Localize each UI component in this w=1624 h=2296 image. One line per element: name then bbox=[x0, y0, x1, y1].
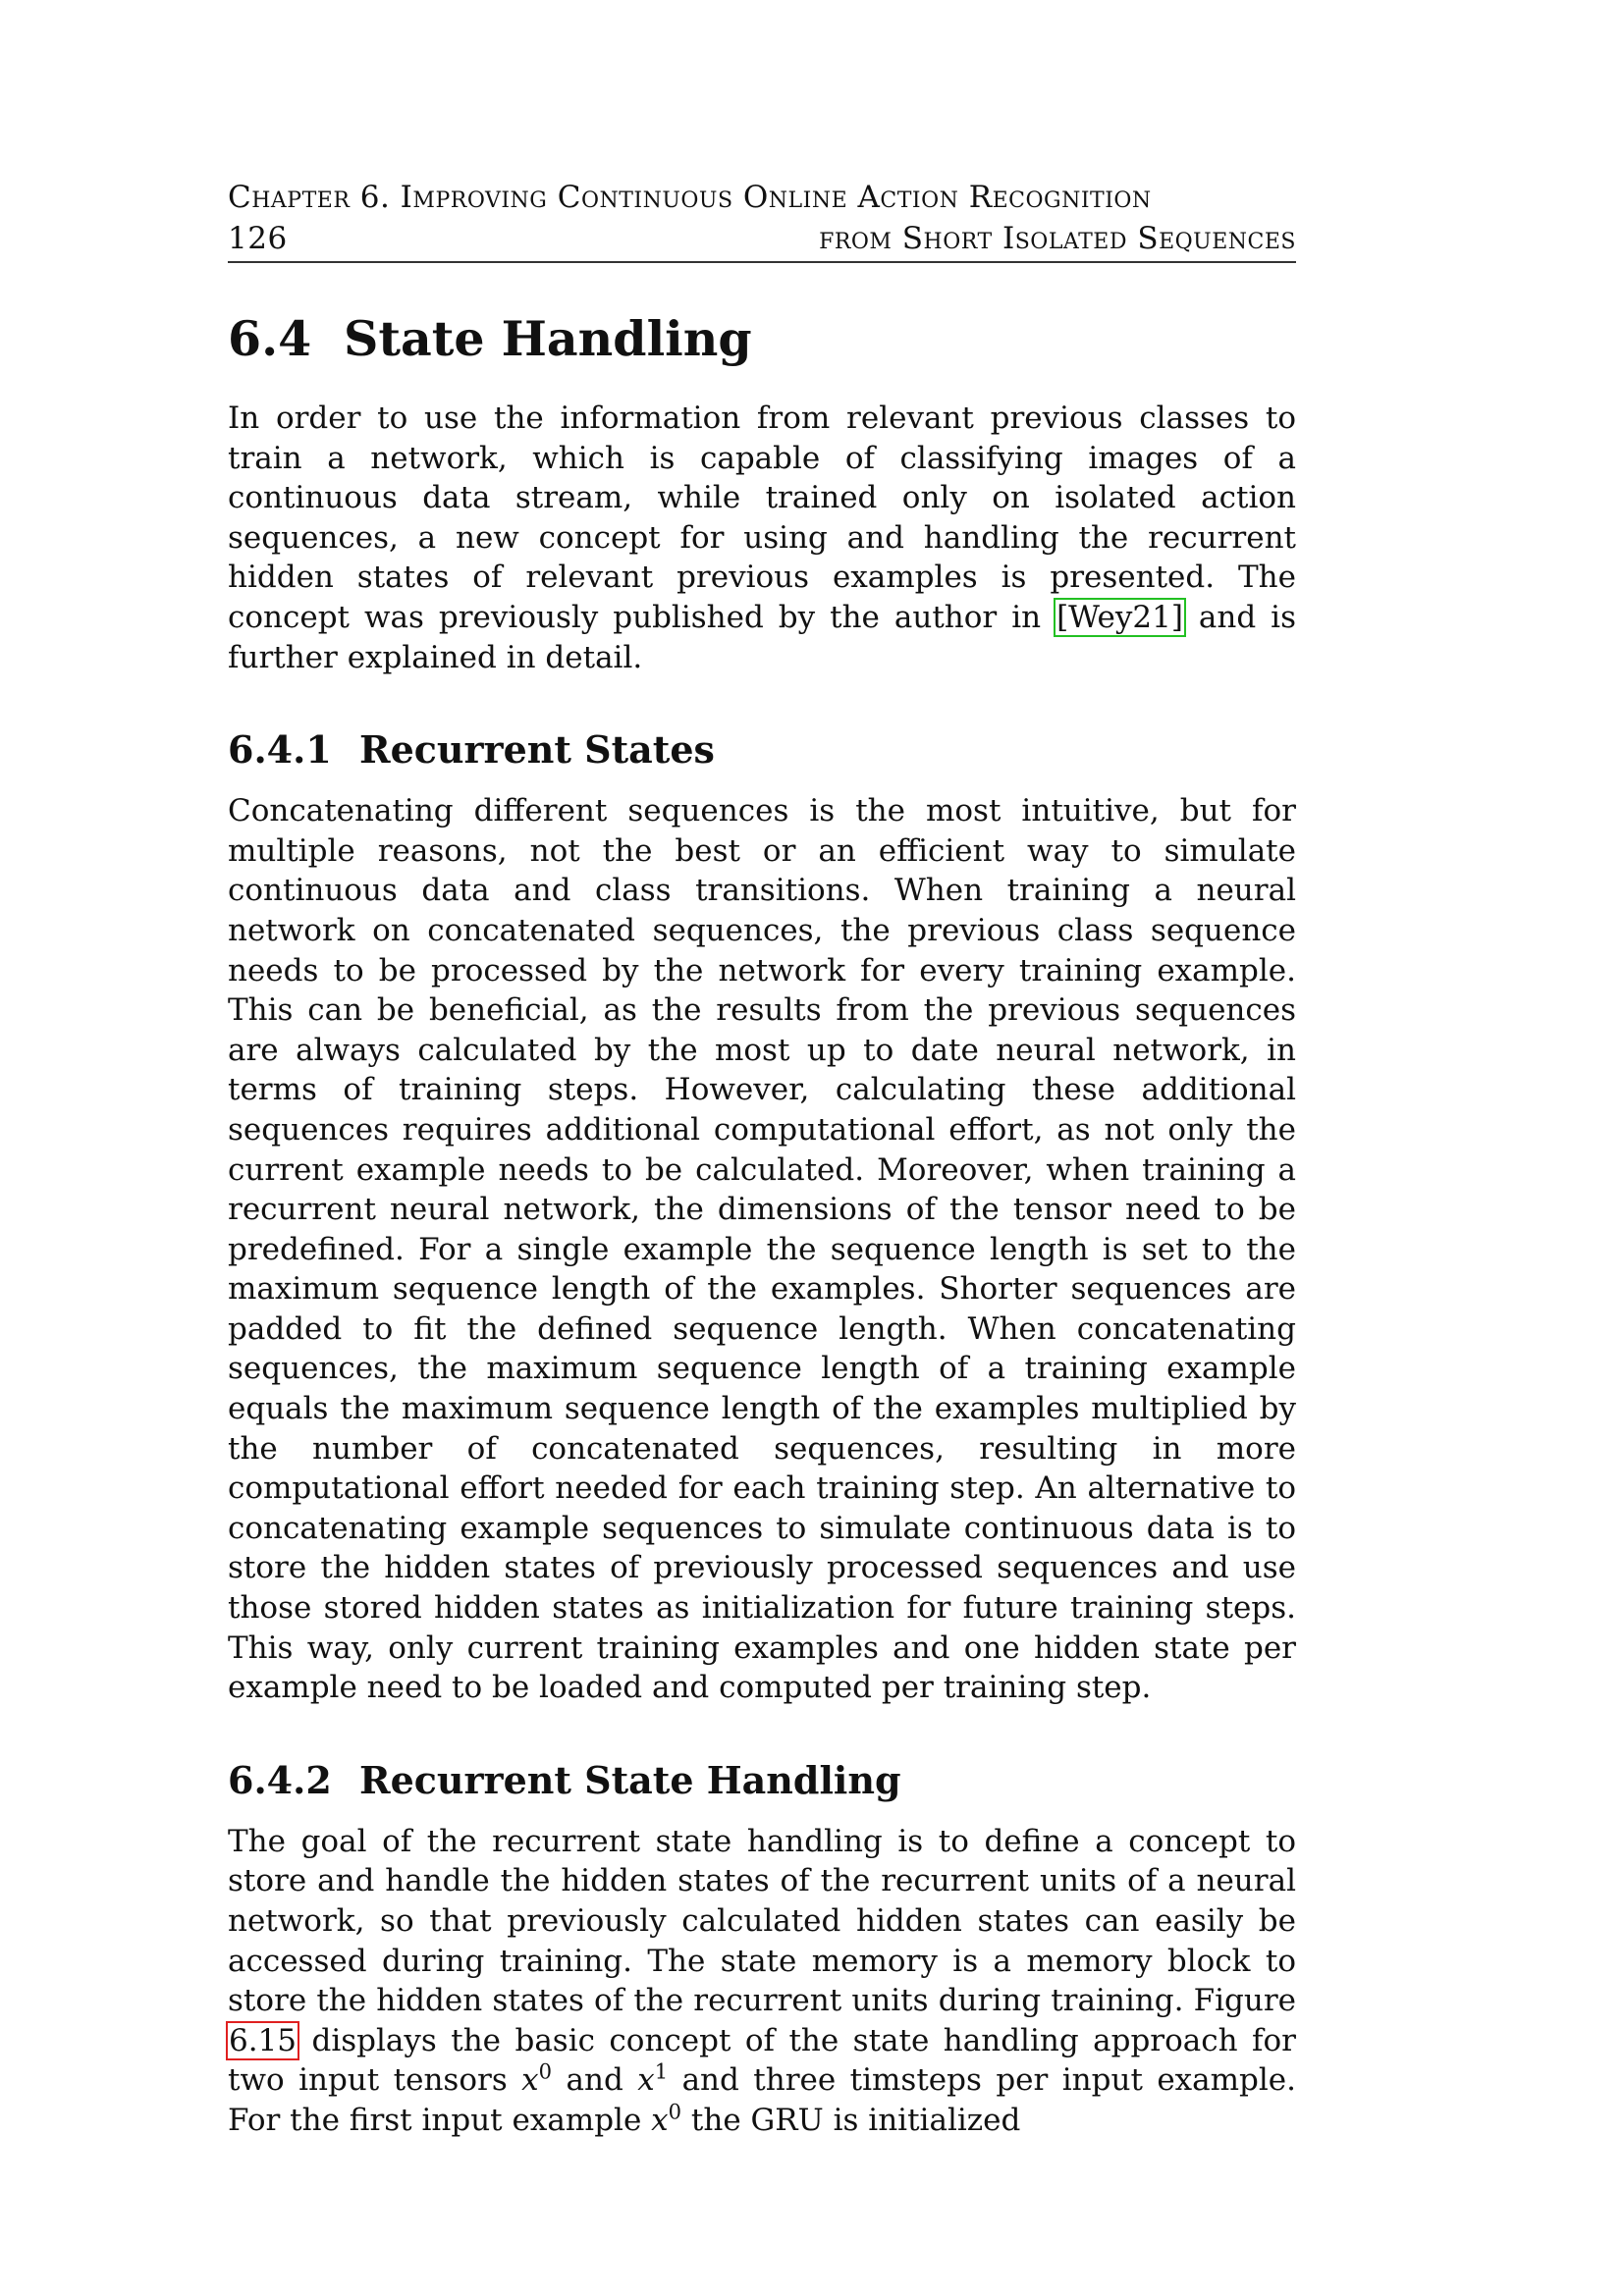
page-body bbox=[228, 306, 1296, 2141]
section-heading bbox=[228, 306, 1296, 371]
subsection-heading-recurrent-state-handling bbox=[228, 1755, 1296, 1806]
subsection-number: 6.4.2 bbox=[228, 1757, 332, 1802]
subsection-title: Recurrent States bbox=[359, 727, 715, 773]
paragraph-text: and is further explained in detail. bbox=[228, 599, 1296, 675]
subsection-heading-recurrent-states bbox=[228, 724, 1296, 775]
paragraph-text: In order to use the information from relevant previous classes to train a network, which is capable of classifying images of a continuous data stream, while trained only on isolated action sequences, a new concept for using and handling the recurrent hidden states of relevant previous examples is presented. The concept was previously published by the author in bbox=[228, 400, 1296, 635]
math-x0: $x^0$ bbox=[521, 2059, 553, 2099]
running-header bbox=[228, 177, 1296, 263]
paragraph-text: displays the basic concept of the state handling approach for two input tensors bbox=[228, 2022, 1296, 2099]
chapter-title-continued: from Short Isolated Sequences bbox=[819, 221, 1296, 256]
page-number: 126 bbox=[228, 221, 288, 256]
subsection-number: 6.4.1 bbox=[228, 727, 332, 773]
subsection-title: Recurrent State Handling bbox=[359, 1757, 901, 1802]
figure-reference-link[interactable]: 6.15 bbox=[229, 2022, 298, 2058]
section-intro-paragraph bbox=[228, 399, 1296, 677]
math-x0: $x^0$ bbox=[651, 2099, 682, 2138]
chapter-title: Chapter 6. Improving Continuous Online Action Recognition bbox=[228, 180, 1152, 215]
paragraph-text: and bbox=[552, 2062, 638, 2099]
paragraph-text: The goal of the recurrent state handling is to define a concept to store and handle the hidden states of the recurrent units of a neural network, so that previously calculated hidden states can easily be accessed during training. The state memory is a memory block to store the hidden states of the recurrent units during training. Figure bbox=[228, 1823, 1296, 2019]
math-x1: $x^1$ bbox=[637, 2059, 669, 2099]
header-second-line bbox=[228, 218, 1296, 259]
paragraph-text: and three timsteps per input example. For the first input example bbox=[228, 2062, 1297, 2138]
citation-link-wey21[interactable]: [Wey21] bbox=[1056, 599, 1183, 635]
recurrent-state-handling-paragraph bbox=[228, 1822, 1296, 2141]
recurrent-states-paragraph: Concatenating different sequences is the most intuitive, but for multiple reasons, not the best or an efficient way to simulate continuous data and class transitions. When training a neural network on concatenated sequences, the previous class sequence needs to be processed by the network for every training example. This can be beneficial, as the results from the previous sequences are always calculated by the most up to date neural network, in terms of training steps. However, calculating these additional sequences requires additional computational effort, as not only the current example needs to be calculated. Moreover, when training a recurrent neural network, the dimensions of the tensor need to be predefined. For a single example the sequence length is set to the maximum sequence length of the examples. Shorter sequences are padded to fit the defined sequence length. When concatenating sequences, the maximum sequence length of a training example equals the maximum sequence length of the examples multiplied by the number of concatenated sequences, resulting in more computational effort needed for each training step. An alternative to concatenating example sequences to simulate continuous data is to store the hidden states of previously processed sequences and use those stored hidden states as initialization for future training steps. This way, only current training examples and one hidden state per example need to be loaded and computed per training step. bbox=[228, 793, 1296, 1706]
section-number: 6.4 bbox=[228, 310, 312, 367]
section-title: State Handling bbox=[344, 310, 752, 367]
paragraph-text: the GRU is initialized bbox=[681, 2102, 1021, 2138]
